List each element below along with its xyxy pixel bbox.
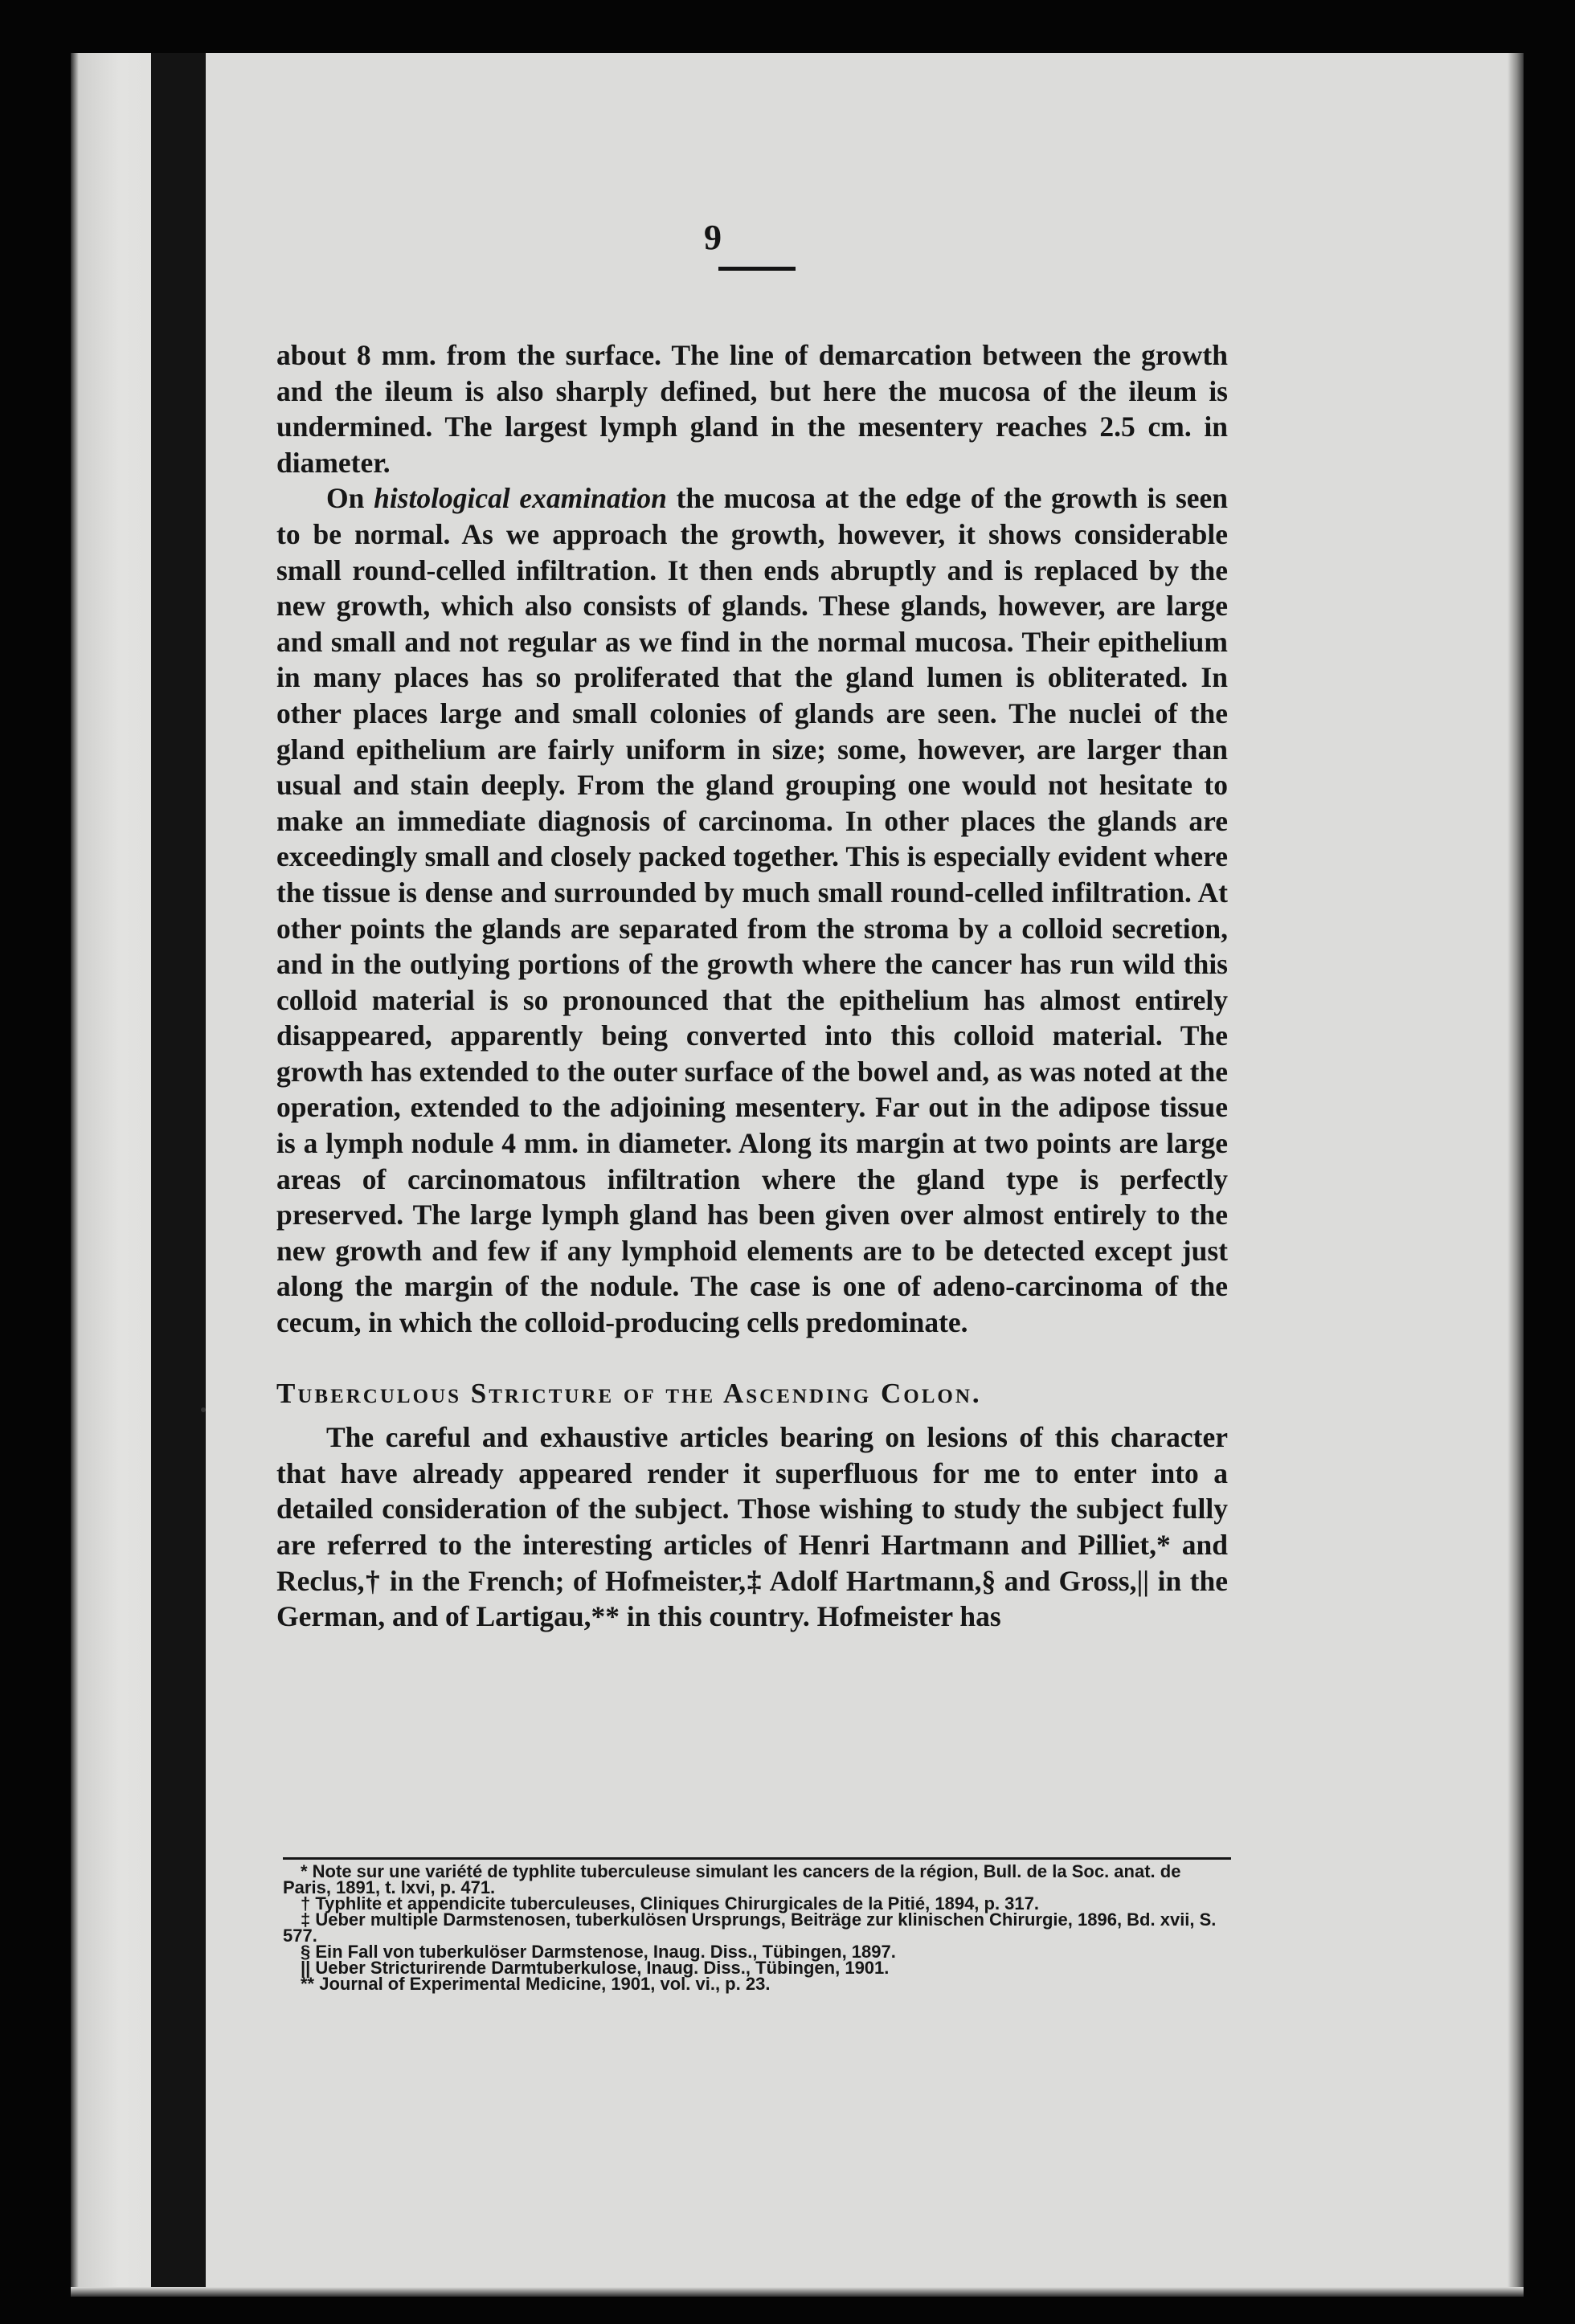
page-number: 9 bbox=[704, 218, 722, 257]
body-text bbox=[276, 337, 1228, 1635]
paragraph-histology-rest: the mucosa at the edge of the growth is seen to be normal. As we approach the growth, however, it shows considerable small round-celled infiltration. It then ends abruptly and is replaced by the new growth, which also consists of glands. These glands, however, are large and small and not regular as we find in the normal mucosa. Their epithelium in many places has so proliferated that the gland lumen is obliterated. In other places large and small colonies of glands are seen. The nuclei of the gland epithelium are fairly uniform in size; some, however, are larger than usual and stain deeply. From the gland grouping one would not hesitate to make an immediate diagnosis of carcinoma. In other places the glands are exceedingly small and closely packed together. This is especially evident where the tissue is dense and surrounded by much small round-celled infiltration. At other points the glands are separated from the stroma by a colloid secretion, and in the outlying portions of the growth where the cancer has run wild this colloid material is so pronounced that the epithelium has almost entirely disappeared, apparently being converted into this colloid material. The growth has extended to the outer surface of the bowel and, as was noted at the operation, extended to the adjoining mesentery. Far out in the adipose tissue is a lymph nodule 4 mm. in diameter. Along its margin at two points are large areas of carcinomatous infiltration where the gland type is perfectly preserved. The large lymph gland has been given over almost entirely to the new growth and few if any lymphoid elements are to be detected except just along the margin of the nodule. The case is one of adeno-carcinoma of the cecum, in which the colloid-producing cells predominate. bbox=[276, 482, 1229, 1339]
footnote-item: * Note sur une variété de typhlite tuberculeuse simulant les cancers de la région, Bull. de la Soc. anat. de Paris, 1891, t. lxvi, p. 471. bbox=[283, 1861, 1181, 1897]
footnote-item: ** Journal of Experimental Medicine, 1901, vol. vi., p. 23. bbox=[301, 1974, 771, 1994]
page-right-edge bbox=[1508, 53, 1524, 2297]
paragraph-histology-lead: On bbox=[326, 482, 374, 515]
binding-spine bbox=[151, 53, 206, 2297]
paragraph-histology bbox=[276, 480, 1228, 1340]
paragraph-histology-italic: histological examination bbox=[374, 482, 667, 515]
footnote-item: § Ein Fall von tuberkulöser Darmstenose, Inaug. Diss., Tübingen, 1897. bbox=[301, 1942, 896, 1962]
page-bottom-edge bbox=[71, 2287, 1524, 2297]
page-number-underline bbox=[718, 267, 796, 271]
footnote-item: ‡ Ueber multiple Darmstenosen, tuberkulösen Ursprungs, Beiträge zur klinischen Chirurgie, 1896, Bd. xvii, S. 577. bbox=[283, 1909, 1217, 1946]
footnotes bbox=[283, 1861, 1231, 1994]
section-heading: Tuberculous Stricture of the Ascending Colon. bbox=[276, 1377, 982, 1409]
paper-speck bbox=[201, 1407, 206, 1412]
footnote-divider bbox=[283, 1857, 1231, 1860]
paragraph-continued: about 8 mm. from the surface. The line of demarcation between the growth and the ileum is also sharply defined, but here the mucosa of the ileum is undermined. The largest lymph gland in the mesentery reaches 2.5 cm. in diameter. bbox=[276, 339, 1228, 479]
paragraph-tuberculous: The careful and exhaustive articles bearing on lesions of this character that have already appeared render it superfluous for me to enter into a detailed consideration of the subject. Those wishing to study the subject fully are referred to the interesting articles of Henri Hartmann and Pilliet,* and Reclus,† in the French; of Hofmeister,‡ Adolf Hartmann,§ and Gross,|| in the German, and of Lartigau,** in this country. Hofmeister has bbox=[276, 1421, 1228, 1633]
footnote-item: † Typhlite et appendicite tuberculeuses, Cliniques Chirurgicales de la Pitié, 1894, p. 317. bbox=[301, 1893, 1040, 1914]
footnote-item: || Ueber Stricturirende Darmtuberkulose, Inaug. Diss., Tübingen, 1901. bbox=[301, 1958, 890, 1978]
